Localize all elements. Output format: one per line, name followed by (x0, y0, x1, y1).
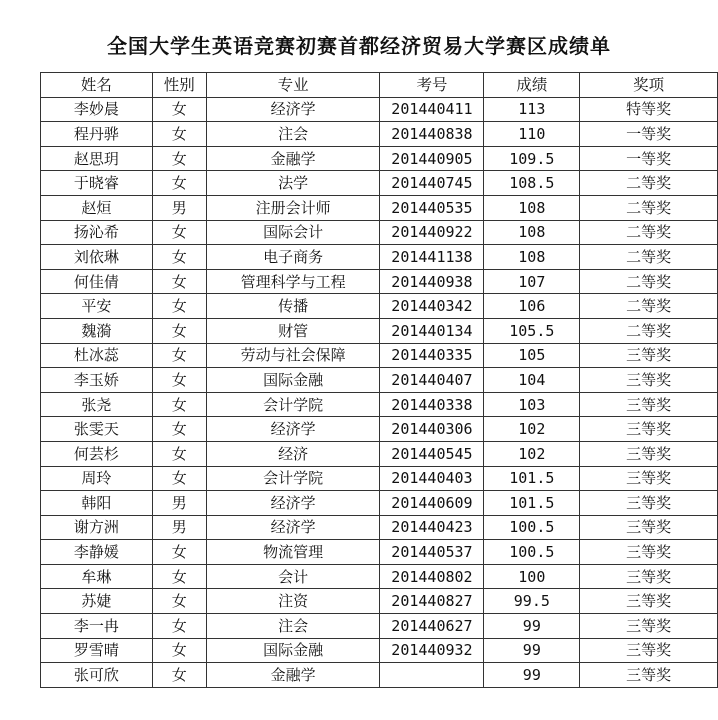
table-row (41, 540, 718, 565)
cell-name: 李一冉 (41, 614, 153, 639)
cell-award: 三等奖 (580, 564, 718, 589)
table-row (41, 515, 718, 540)
cell-award: 三等奖 (580, 368, 718, 393)
header-score: 成绩 (484, 73, 580, 98)
cell-award: 三等奖 (580, 491, 718, 516)
cell-score: 108 (484, 245, 580, 270)
cell-name: 李妙晨 (41, 97, 153, 122)
cell-score: 99 (484, 614, 580, 639)
table-row (41, 466, 718, 491)
cell-exam-number: 201440535 (380, 195, 484, 220)
cell-score: 104 (484, 368, 580, 393)
cell-name: 张雯天 (41, 417, 153, 442)
cell-exam-number: 201440342 (380, 294, 484, 319)
cell-major: 国际金融 (206, 638, 380, 663)
cell-gender: 女 (152, 441, 206, 466)
cell-major: 经济 (206, 441, 380, 466)
cell-award: 三等奖 (580, 614, 718, 639)
table-row (41, 614, 718, 639)
cell-gender: 女 (152, 589, 206, 614)
cell-gender: 女 (152, 245, 206, 270)
cell-major: 电子商务 (206, 245, 380, 270)
cell-name: 李玉娇 (41, 368, 153, 393)
cell-major: 劳动与社会保障 (206, 343, 380, 368)
cell-exam-number: 201440306 (380, 417, 484, 442)
cell-award: 二等奖 (580, 318, 718, 343)
header-exam-number: 考号 (380, 73, 484, 98)
cell-score: 108.5 (484, 171, 580, 196)
cell-name: 谢方洲 (41, 515, 153, 540)
table-row (41, 638, 718, 663)
results-table (40, 72, 718, 688)
cell-exam-number: 201440802 (380, 564, 484, 589)
cell-exam-number: 201440922 (380, 220, 484, 245)
cell-major: 经济学 (206, 97, 380, 122)
cell-gender: 女 (152, 97, 206, 122)
table-row (41, 97, 718, 122)
cell-name: 罗雪晴 (41, 638, 153, 663)
cell-major: 法学 (206, 171, 380, 196)
cell-score: 108 (484, 195, 580, 220)
table-row (41, 491, 718, 516)
cell-exam-number: 201440537 (380, 540, 484, 565)
cell-major: 注册会计师 (206, 195, 380, 220)
cell-name: 张可欣 (41, 663, 153, 688)
cell-score: 99 (484, 638, 580, 663)
cell-award: 二等奖 (580, 245, 718, 270)
cell-score: 102 (484, 441, 580, 466)
cell-major: 会计学院 (206, 392, 380, 417)
table-body (41, 97, 718, 687)
cell-exam-number: 201440838 (380, 122, 484, 147)
cell-major: 国际会计 (206, 220, 380, 245)
cell-score: 100.5 (484, 540, 580, 565)
cell-name: 魏漪 (41, 318, 153, 343)
cell-score: 103 (484, 392, 580, 417)
cell-score: 110 (484, 122, 580, 147)
cell-major: 传播 (206, 294, 380, 319)
cell-name: 于晓睿 (41, 171, 153, 196)
cell-name: 周玲 (41, 466, 153, 491)
cell-name: 杜冰蕊 (41, 343, 153, 368)
cell-gender: 女 (152, 220, 206, 245)
cell-score: 109.5 (484, 146, 580, 171)
cell-gender: 女 (152, 540, 206, 565)
cell-major: 财管 (206, 318, 380, 343)
cell-gender: 男 (152, 195, 206, 220)
cell-score: 105 (484, 343, 580, 368)
header-award: 奖项 (580, 73, 718, 98)
cell-award: 二等奖 (580, 195, 718, 220)
cell-score: 105.5 (484, 318, 580, 343)
cell-gender: 女 (152, 466, 206, 491)
table-row (41, 146, 718, 171)
cell-name: 李静媛 (41, 540, 153, 565)
cell-major: 会计 (206, 564, 380, 589)
table-row (41, 663, 718, 688)
cell-major: 会计学院 (206, 466, 380, 491)
table-row (41, 368, 718, 393)
cell-score: 113 (484, 97, 580, 122)
cell-exam-number (380, 663, 484, 688)
cell-award: 二等奖 (580, 294, 718, 319)
cell-award: 三等奖 (580, 343, 718, 368)
cell-major: 物流管理 (206, 540, 380, 565)
cell-score: 106 (484, 294, 580, 319)
table-row (41, 245, 718, 270)
header-name: 姓名 (41, 73, 153, 98)
cell-gender: 女 (152, 343, 206, 368)
cell-exam-number: 201440905 (380, 146, 484, 171)
cell-major: 金融学 (206, 663, 380, 688)
cell-award: 三等奖 (580, 589, 718, 614)
cell-award: 三等奖 (580, 417, 718, 442)
cell-name: 何佳倩 (41, 269, 153, 294)
cell-name: 牟琳 (41, 564, 153, 589)
cell-score: 108 (484, 220, 580, 245)
cell-gender: 女 (152, 638, 206, 663)
table-header-row (41, 73, 718, 98)
cell-gender: 女 (152, 171, 206, 196)
cell-exam-number: 201440627 (380, 614, 484, 639)
cell-exam-number: 201440134 (380, 318, 484, 343)
cell-award: 特等奖 (580, 97, 718, 122)
cell-exam-number: 201441138 (380, 245, 484, 270)
table-row (41, 171, 718, 196)
cell-award: 三等奖 (580, 663, 718, 688)
header-gender: 性别 (152, 73, 206, 98)
cell-gender: 女 (152, 663, 206, 688)
cell-gender: 女 (152, 318, 206, 343)
cell-award: 二等奖 (580, 220, 718, 245)
cell-award: 三等奖 (580, 638, 718, 663)
cell-award: 二等奖 (580, 269, 718, 294)
table-row (41, 417, 718, 442)
cell-gender: 男 (152, 515, 206, 540)
cell-exam-number: 201440403 (380, 466, 484, 491)
header-major: 专业 (206, 73, 380, 98)
cell-score: 99 (484, 663, 580, 688)
cell-name: 张尧 (41, 392, 153, 417)
cell-gender: 女 (152, 368, 206, 393)
cell-name: 扬沁希 (41, 220, 153, 245)
cell-score: 101.5 (484, 466, 580, 491)
cell-award: 一等奖 (580, 122, 718, 147)
cell-gender: 女 (152, 294, 206, 319)
cell-score: 102 (484, 417, 580, 442)
cell-gender: 女 (152, 392, 206, 417)
cell-name: 程丹骅 (41, 122, 153, 147)
table-row (41, 441, 718, 466)
cell-major: 经济学 (206, 515, 380, 540)
cell-score: 99.5 (484, 589, 580, 614)
cell-exam-number: 201440938 (380, 269, 484, 294)
cell-name: 赵烜 (41, 195, 153, 220)
cell-major: 经济学 (206, 491, 380, 516)
cell-award: 二等奖 (580, 171, 718, 196)
table-row (41, 294, 718, 319)
table-row (41, 269, 718, 294)
cell-exam-number: 201440338 (380, 392, 484, 417)
cell-name: 刘依琳 (41, 245, 153, 270)
cell-exam-number: 201440932 (380, 638, 484, 663)
cell-gender: 女 (152, 614, 206, 639)
cell-gender: 女 (152, 146, 206, 171)
cell-score: 107 (484, 269, 580, 294)
cell-award: 一等奖 (580, 146, 718, 171)
cell-name: 苏婕 (41, 589, 153, 614)
cell-name: 赵思玥 (41, 146, 153, 171)
table-row (41, 343, 718, 368)
cell-gender: 女 (152, 269, 206, 294)
table-row (41, 122, 718, 147)
cell-award: 三等奖 (580, 540, 718, 565)
cell-gender: 男 (152, 491, 206, 516)
cell-award: 三等奖 (580, 466, 718, 491)
cell-score: 100.5 (484, 515, 580, 540)
cell-gender: 女 (152, 122, 206, 147)
table-row (41, 392, 718, 417)
cell-award: 三等奖 (580, 441, 718, 466)
cell-major: 经济学 (206, 417, 380, 442)
table-row (41, 195, 718, 220)
table-row (41, 589, 718, 614)
cell-exam-number: 201440745 (380, 171, 484, 196)
cell-major: 注会 (206, 614, 380, 639)
cell-major: 注会 (206, 122, 380, 147)
cell-exam-number: 201440407 (380, 368, 484, 393)
cell-award: 三等奖 (580, 392, 718, 417)
cell-gender: 女 (152, 417, 206, 442)
cell-major: 国际金融 (206, 368, 380, 393)
table-row (41, 564, 718, 589)
cell-score: 100 (484, 564, 580, 589)
cell-award: 三等奖 (580, 515, 718, 540)
cell-major: 注资 (206, 589, 380, 614)
cell-major: 金融学 (206, 146, 380, 171)
cell-exam-number: 201440609 (380, 491, 484, 516)
cell-major: 管理科学与工程 (206, 269, 380, 294)
cell-exam-number: 201440411 (380, 97, 484, 122)
cell-exam-number: 201440335 (380, 343, 484, 368)
table-row (41, 318, 718, 343)
cell-score: 101.5 (484, 491, 580, 516)
cell-name: 平安 (41, 294, 153, 319)
page-title: 全国大学生英语竞赛初赛首都经济贸易大学赛区成绩单 (107, 34, 611, 58)
cell-gender: 女 (152, 564, 206, 589)
table-row (41, 220, 718, 245)
cell-exam-number: 201440827 (380, 589, 484, 614)
cell-exam-number: 201440545 (380, 441, 484, 466)
cell-name: 韩阳 (41, 491, 153, 516)
cell-exam-number: 201440423 (380, 515, 484, 540)
cell-name: 何芸杉 (41, 441, 153, 466)
